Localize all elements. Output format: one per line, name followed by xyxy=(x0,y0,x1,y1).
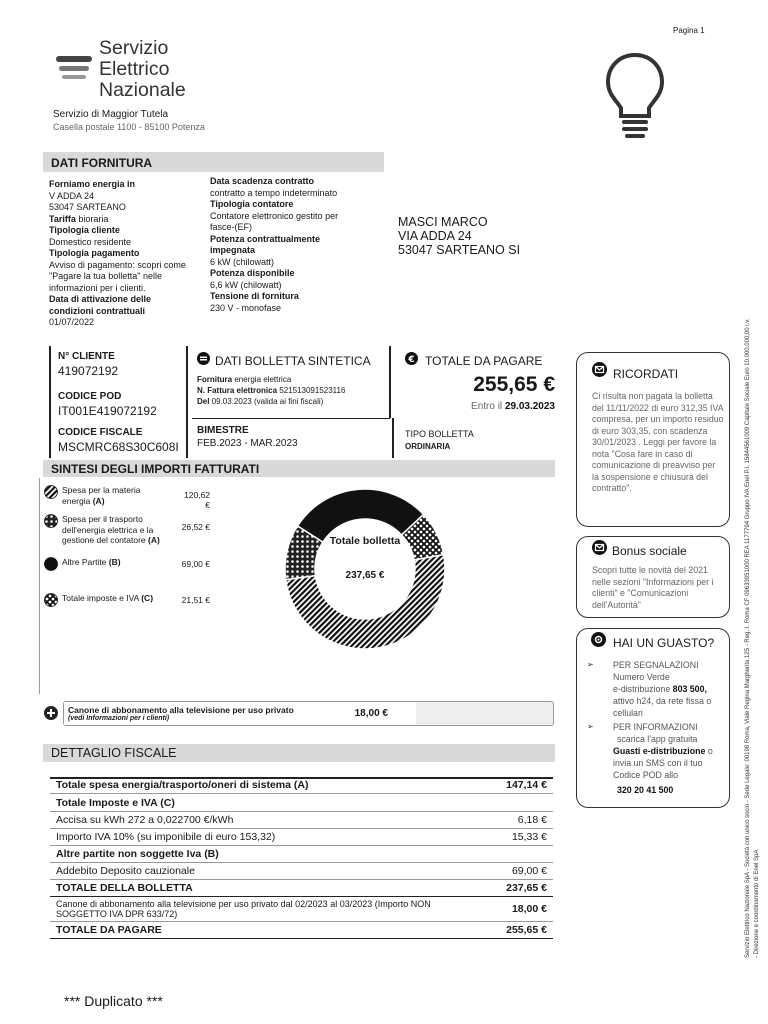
dettaglio-row xyxy=(50,812,553,829)
inf-1: PER INFORMAZIONI xyxy=(613,722,698,732)
sintetica-details xyxy=(197,374,345,407)
fornitura-left xyxy=(49,179,197,329)
inf-num: 320 20 41 500 xyxy=(617,785,674,795)
gear-icon xyxy=(591,632,606,647)
forn-right-value-3: 6,6 kW (chilowatt) xyxy=(210,279,282,290)
dettaglio-label: TOTALE DELLA BOLLETTA xyxy=(56,882,193,894)
dettaglio-label: Accisa su kWh 272 a 0,022700 €/kWh xyxy=(56,814,234,826)
logo-mark-icon xyxy=(56,56,92,84)
legend-swatch xyxy=(44,557,58,571)
inf-3: o invia un SMS con il tuo Codice POD allo xyxy=(613,746,713,780)
dettaglio-value: 6,18 € xyxy=(517,814,547,826)
forn-right-value-0: contratto a tempo indeterminato xyxy=(210,187,338,198)
tipo-label: TIPO BOLLETTA xyxy=(405,429,474,439)
svg-text:€: € xyxy=(408,355,415,365)
dettaglio-row xyxy=(50,922,553,939)
legend-swatch xyxy=(44,514,58,528)
page-number: Pagina 1 xyxy=(673,26,705,35)
logo-line-1: Servizio xyxy=(99,37,169,59)
dettaglio-row xyxy=(50,846,553,863)
dettaglio-row xyxy=(50,897,553,922)
dettaglio-title: DETTAGLIO FISCALE xyxy=(43,744,555,762)
forn-right-value-2: 6 kW (chilowatt) xyxy=(210,256,275,267)
canone-label: Canone di abbonamento alla televisione per uso privato xyxy=(68,705,294,715)
tipo-value: ORDINARIA xyxy=(405,442,451,451)
seg-3: e-distribuzione xyxy=(613,684,671,694)
legend-label: Spesa per il trasporto dell'energia elettrica e la gestione del contatore (A) xyxy=(62,514,160,545)
forn-left-row-1 xyxy=(49,214,197,226)
seg-1: PER SEGNALAZIONI xyxy=(613,660,699,670)
legend-label: Altre Partite (B) xyxy=(62,557,121,567)
forn-right-label-1: Tipologia contatore xyxy=(210,199,294,209)
fornitura-title: DATI FORNITURA xyxy=(43,152,384,172)
entro-label: Entro il xyxy=(471,401,503,412)
dettaglio-value: 18,00 € xyxy=(511,903,547,915)
forn-left-label-1: Tariffa xyxy=(49,213,76,224)
fattura-value: 521513091523116 xyxy=(279,386,346,395)
totale-due xyxy=(420,401,555,412)
chart-center-value: 237,65 € xyxy=(345,570,385,581)
forn-right-label-0: Data scadenza contratto xyxy=(210,176,315,186)
service-name: Servizio di Maggior Tutela xyxy=(53,109,169,120)
chart-center-title: Totale bolletta xyxy=(329,535,401,547)
fornitura-value: energia elettrica xyxy=(234,375,292,384)
del-label: Del xyxy=(197,397,210,406)
recipient-street: VIA ADDA 24 xyxy=(398,229,472,243)
ricordati-text: Ci risulta non pagata la bolletta del 11/11/2022 di euro 312,35 IVA compresa, per un importo residuo di euro 303,35, con scadenza 30/01/2023 . Leggi per favore la nota "Cosa fare in caso di comunicazione di preavviso per la sospensione e chiusura del contratto". xyxy=(592,391,724,493)
seg-num: 803 500, xyxy=(672,684,707,694)
mail-icon xyxy=(592,362,607,377)
forn-right-value-4: 230 V - monofase xyxy=(210,302,282,313)
legend-value: 26,52 € xyxy=(181,522,210,532)
legend-swatch xyxy=(44,485,58,499)
bonus-title: Bonus sociale xyxy=(612,544,687,558)
totale-title: TOTALE DA PAGARE xyxy=(425,354,543,368)
cliente-num-label: N° CLIENTE xyxy=(58,351,115,362)
dettaglio-row xyxy=(50,777,553,794)
recipient-name: MASCI MARCO xyxy=(398,215,488,229)
recipient-city: 53047 SARTEANO SI xyxy=(398,243,521,257)
forn-right-label-4: Tensione di fornitura xyxy=(210,291,299,301)
dettaglio-row xyxy=(50,829,553,846)
donut-chart xyxy=(280,484,450,654)
forn-left-value-3: Avviso di pagamento: scopri come "Pagare la tua bolletta" nelle informazioni per i clienti. xyxy=(49,259,186,293)
dettaglio-row xyxy=(50,795,553,812)
service-address: Casella postale 1100 - 85100 Potenza xyxy=(53,122,205,132)
dettaglio-row xyxy=(50,880,553,897)
dettaglio-label: Totale Imposte e IVA (C) xyxy=(56,797,175,809)
dettaglio-value: 15,33 € xyxy=(511,831,547,843)
forn-left-label-4: Data di attivazione delle condizioni contrattuali xyxy=(49,294,152,316)
bimestre-value: FEB.2023 - MAR.2023 xyxy=(197,438,298,449)
entro-date: 29.03.2023 xyxy=(504,401,555,412)
canone-value: 18,00 € xyxy=(354,708,388,719)
cf-label: CODICE FISCALE xyxy=(58,427,143,438)
plus-icon xyxy=(44,706,58,720)
bonus-box xyxy=(576,536,730,618)
dettaglio-label: TOTALE DA PAGARE xyxy=(56,924,162,936)
forn-left-label-3: Tipologia pagamento xyxy=(49,248,140,258)
dettaglio-label: Altre partite non soggette Iva (B) xyxy=(56,848,219,860)
guasto-text xyxy=(587,659,727,796)
forn-left-value-1: bioraria xyxy=(78,213,109,224)
legend-item xyxy=(44,485,210,510)
duplicato-label: *** Duplicato *** xyxy=(64,993,163,1009)
fornitura-label: Fornitura xyxy=(197,375,233,384)
dettaglio-value: 69,00 € xyxy=(511,865,547,877)
forn-left-value-4: 01/07/2022 xyxy=(49,317,95,327)
lightbulb-icon xyxy=(604,52,666,142)
dettaglio-value: 147,14 € xyxy=(506,779,547,791)
totale-amount: 255,65 € xyxy=(473,373,555,396)
inf-2: scarica l'app gratuita xyxy=(617,734,698,744)
del-value: 09.03.2023 (valida ai fini fiscali) xyxy=(211,397,324,406)
dettaglio-label: Addebito Deposito cauzionale xyxy=(56,865,195,877)
mail-icon xyxy=(592,540,607,555)
legend-item xyxy=(44,557,210,571)
legal-side-text: Servizio Elettrico Nazionale SpA - Società con unico socio - Sede Legale: 00198 Roma, Viale Regina Margherita 125 - Reg. I. Roma CF 09633951000 REA 1177794 Gruppo IVA Enel P.I. 15844561009 Capitale Sociale Euro 10.000.000,00 i.v. - Direzione e coordinamento di Enel SpA xyxy=(745,318,760,958)
ricordati-title: RICORDATI xyxy=(613,367,679,381)
logo-line-3: Nazionale xyxy=(99,79,186,101)
arrow-icon: ➢ xyxy=(587,660,594,669)
dettaglio-label: Totale spesa energia/trasporto/oneri di sistema (A) xyxy=(56,779,309,791)
dettaglio-row xyxy=(50,863,553,880)
canone-note: (vedi Informazioni per i clienti) xyxy=(68,715,170,722)
recipient-address xyxy=(398,215,520,257)
cliente-num: 419072192 xyxy=(58,364,119,378)
seg-4: attivo h24, da rete fissa o cellulari xyxy=(613,696,712,718)
logo-line-2: Elettrico xyxy=(99,58,170,80)
bimestre-label: BIMESTRE xyxy=(197,425,249,436)
logo xyxy=(56,38,206,100)
chat-icon xyxy=(197,352,210,365)
legend-value: 120,62 € xyxy=(184,490,210,510)
pod-code: IT001E419072192 xyxy=(58,404,157,418)
legend-item xyxy=(44,514,210,546)
forn-left-value-2: Domestico residente xyxy=(49,236,132,247)
guasto-box xyxy=(576,628,730,808)
forn-right-value-1: Contatore elettronico gestito per fasce-(EF) xyxy=(210,210,339,232)
fornitura-right xyxy=(210,176,358,314)
fattura-label: N. Fattura elettronica xyxy=(197,386,278,395)
guasto-title: HAI UN GUASTO? xyxy=(613,636,715,650)
arrow-icon: ➢ xyxy=(587,722,594,731)
pod-label: CODICE POD xyxy=(58,391,122,402)
legend-label: Totale imposte e IVA (C) xyxy=(62,593,154,603)
forn-left-label-2: Tipologia cliente xyxy=(49,225,120,235)
ricordati-box xyxy=(576,352,730,527)
seg-2: Numero Verde xyxy=(613,672,670,682)
forn-left-label-0: Forniamo energia in xyxy=(49,179,136,189)
bonus-text: Scopri tutte le novità del 2021 nelle sezioni "Informazioni per i clienti" e "Comunicazioni dell'Autorità" xyxy=(592,565,714,610)
legend-swatch xyxy=(44,593,58,607)
forn-left-value-0: V ADDA 24 53047 SARTEANO xyxy=(49,190,126,212)
canone-box xyxy=(63,701,554,726)
dettaglio-value: 255,65 € xyxy=(506,924,547,936)
dettaglio-label: Canone di abbonamento alla televisione per uso privato dal 02/2023 al 03/2023 (Importo NON SOGGETTO IVA DPR 633/72) xyxy=(56,898,431,919)
inf-app: Guasti e-distribuzione xyxy=(613,746,706,756)
euro-icon xyxy=(405,352,418,365)
legend-label: Spesa per la materia energia (A) xyxy=(62,485,141,506)
forn-right-label-3: Potenza disponibile xyxy=(210,268,295,278)
legend-value: 69,00 € xyxy=(181,559,210,569)
legend-value: 21,51 € xyxy=(181,595,210,605)
forn-right-label-2: Potenza contrattualmente impegnata xyxy=(210,233,321,255)
legend-item xyxy=(44,593,210,607)
cf-code: MSCMRC68S30C608I xyxy=(58,440,179,454)
dettaglio-value: 237,65 € xyxy=(506,882,547,894)
sintetica-title: DATI BOLLETTA SINTETICA xyxy=(215,354,371,368)
sintesi-title: SINTESI DEGLI IMPORTI FATTURATI xyxy=(43,460,555,477)
dettaglio-label: Importo IVA 10% (su imponibile di euro 153,32) xyxy=(56,831,276,843)
